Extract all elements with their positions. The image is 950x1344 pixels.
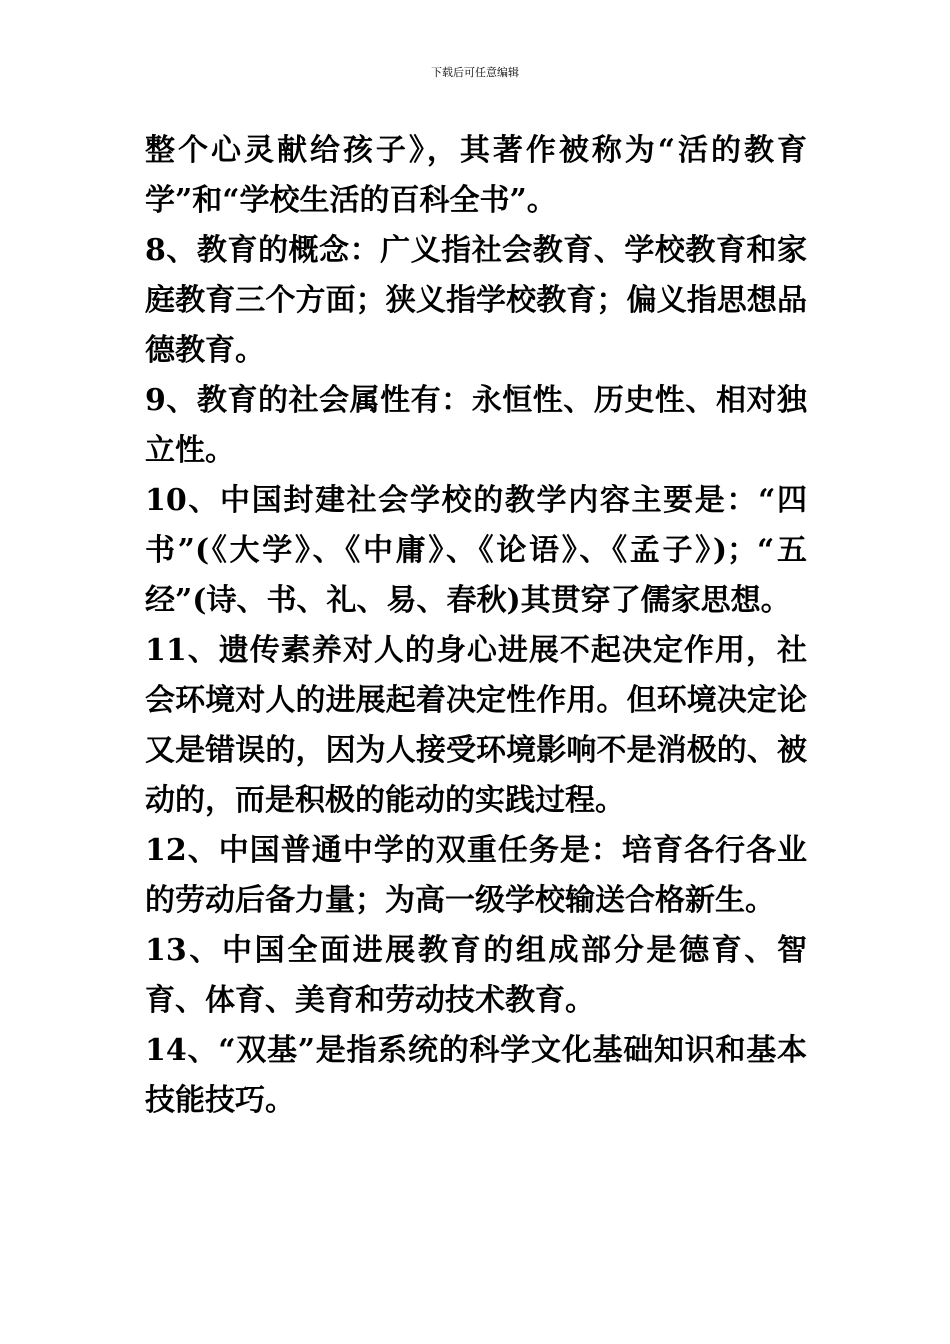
paragraph-item-12: 12、中国普通中学的双重任务是：培育各行各业的劳动后备力量；为高一级学校输送合格新生。	[145, 833, 807, 918]
paragraph-item-13: 13、中国全面进展教育的组成部分是德育、智育、体育、美育和劳动技术教育。	[145, 933, 807, 1018]
page-header: 下载后可任意编辑	[431, 66, 519, 79]
paragraph-item-9: 9、教育的社会属性有：永恒性、历史性、相对独立性。	[145, 383, 807, 468]
paragraph-item-10: 10、中国封建社会学校的教学内容主要是：“四书”(《大学》、《中庸》、《论语》、《孟子》)；“五经”(诗、书、礼、易、春秋)其贯穿了儒家思想。	[145, 483, 807, 618]
paragraph-item-8: 8、教育的概念：广义指社会教育、学校教育和家庭教育三个方面；狭义指学校教育；偏义指思想品德教育。	[145, 233, 807, 368]
paragraph-continuation: 整个心灵献给孩子》，其著作被称为“活的教育学”和“学校生活的百科全书”。	[145, 133, 807, 218]
document-body	[145, 126, 807, 1126]
paragraph-item-11: 11、遗传素养对人的身心进展不起决定作用，社会环境对人的进展起着决定性作用。但环境决定论又是错误的，因为人接受环境影响不是消极的、被动的，而是积极的能动的实践过程。	[145, 633, 807, 818]
paragraph-item-14: 14、“双基”是指系统的科学文化基础知识和基本技能技巧。	[145, 1033, 807, 1118]
